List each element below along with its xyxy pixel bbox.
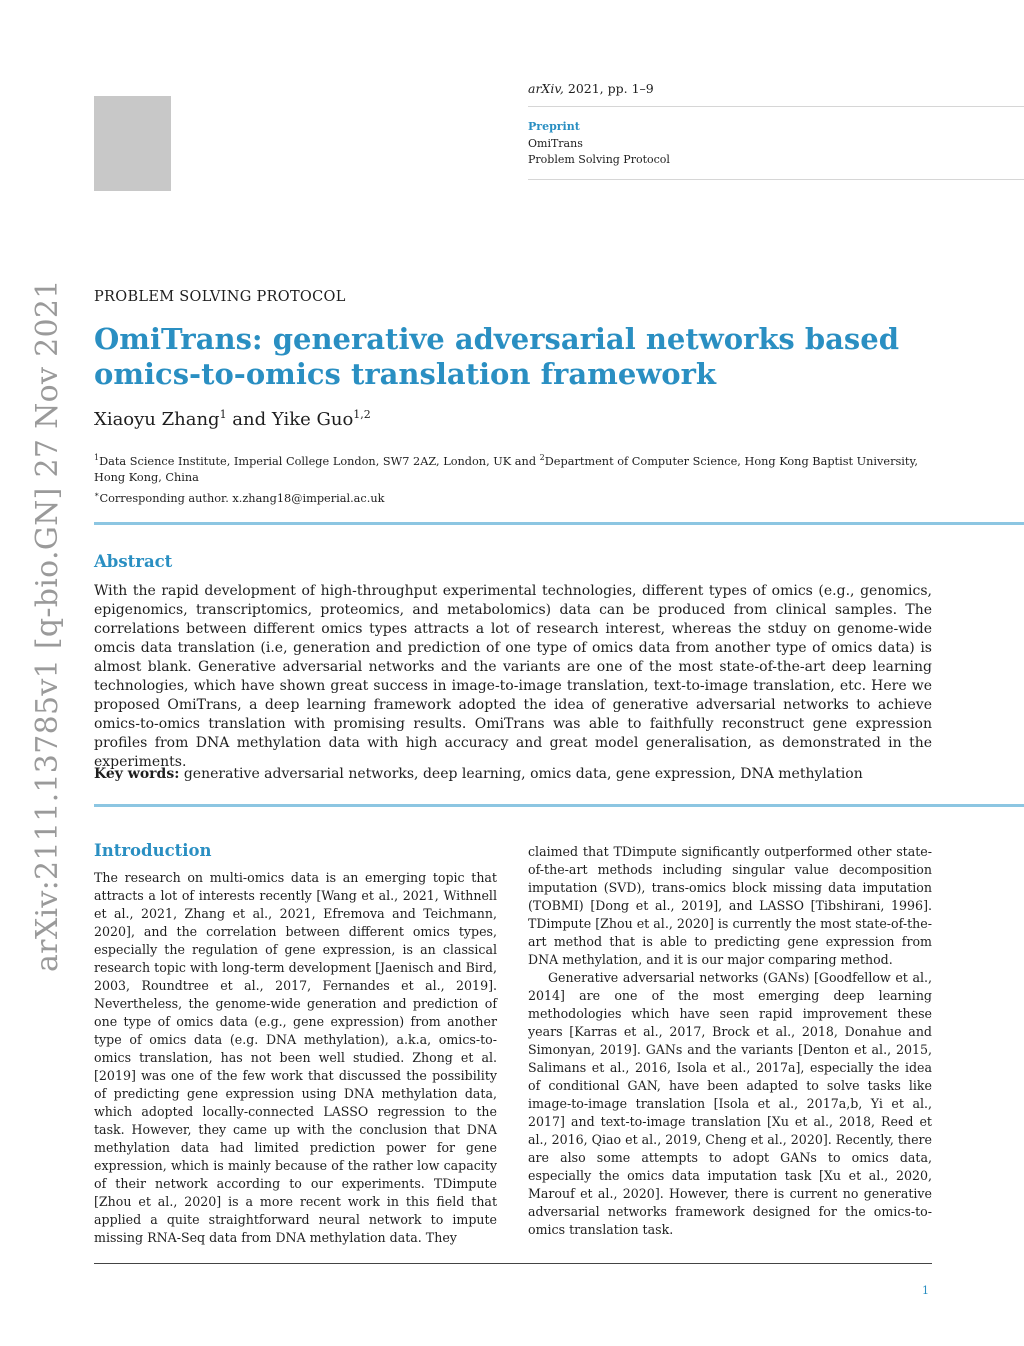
author-affil-sup: 1,2 (353, 408, 371, 421)
journal-logo-placeholder (94, 96, 171, 191)
introduction-heading: Introduction (94, 841, 212, 860)
author-name: Xiaoyu Zhang (94, 409, 220, 430)
keywords-label: Key words: (94, 766, 180, 782)
keywords-text: generative adversarial networks, deep learning, omics data, gene expression, DNA methylation (179, 766, 863, 782)
header-rule-bottom (528, 179, 1024, 180)
footer-rule (94, 1263, 932, 1264)
page-number: 1 (922, 1284, 929, 1297)
author-list (94, 408, 371, 430)
journal-citation (528, 81, 654, 96)
author-name: Yike Guo (271, 409, 354, 430)
affiliations (94, 450, 932, 507)
header-rule-top (528, 106, 1024, 107)
section-divider (94, 804, 1024, 807)
author-separator: and (226, 409, 272, 430)
article-info-block (528, 119, 670, 169)
affiliation-line: $^1$Data Science Institute, Imperial College London, SW7 2AZ, London, UK and $^2$Department of Computer Science, Hong Kong Baptist University, Hong Kong, China (94, 453, 918, 485)
article-type: Problem Solving Protocol (528, 153, 670, 166)
arxiv-side-identifier: arXiv:2111.13785v1 [q-bio.GN] 27 Nov 2021 (30, 279, 65, 972)
right-column (528, 843, 932, 1239)
intro-paragraph: claimed that TDimpute significantly outperformed other state-of-the-art methods including singular value decomposition imputation (SVD), trans-omics block missing data imputation (TOBMI) [Dong et al., 2019], and LASSO [Tibshirani, 1996]. TDimpute [Zhou et al., 2020] is currently the most state-of-the-art method that is able to predicting gene expression from DNA methylation, and it is our major comparing method. (528, 844, 932, 967)
left-column (94, 869, 497, 1247)
journal-pages: 2021, pp. 1–9 (563, 81, 654, 96)
paper-title: OmiTrans: generative adversarial networks based omics-to-omics translation framework (94, 322, 899, 391)
preprint-label: Preprint (528, 120, 580, 133)
intro-paragraph: Generative adversarial networks (GANs) [Goodfellow et al., 2014] are one of the most emerging deep learning methodologies which have seen rapid improvement these years [Karras et al., 2017, Brock et al., 2018, Donahue and Simonyan, 2019]. GANs and the variants [Denton et al., 2015, Salimans et al., 2016, Isola et al., 2017a], especially the idea of conditional GAN, have been adapted to solve tasks like image-to-image translation [Isola et al., 2017a,b, Yi et al., 2017] and text-to-image translation [Xu et al., 2018, Reed et al., 2016, Qiao et al., 2019, Cheng et al., 2020]. Recently, there are also some attempts to adopt GANs to omics data, especially the omics data imputation task [Xu et al., 2020, Marouf et al., 2020]. However, there is current no generative adversarial networks framework designed for the omics-to-omics translation task. (528, 970, 932, 1237)
keywords (94, 766, 932, 782)
author-affil-sup: 1 (219, 408, 227, 421)
section-divider (94, 522, 1024, 525)
abstract-text: With the rapid development of high-throughput experimental technologies, different types of omics (e.g., genomics, epigenomics, transcriptomics, proteomics, and metabolomics) data can be produced from clinical samples. The correlations between different omics types attracts a lot of research interest, whereas the stduy on genome-wide omcis data translation (i.e, generation and prediction of one type of omics data from another type of omics data) is almost blank. Generative adversarial networks and the variants are one of the most state-of-the-art deep learning technologies, which have shown great success in image-to-image translation, text-to-image translation, etc. Here we proposed OmiTrans, a deep learning framework adopted the idea of generative adversarial networks to achieve omics-to-omics translation with promising results. OmiTrans was able to faithfully reconstruct gene expression profiles from DNA methylation data with high accuracy and great model generalisation, as demonstrated in the experiments. (94, 583, 932, 770)
protocol-label: PROBLEM SOLVING PROTOCOL (94, 289, 346, 305)
short-title: OmiTrans (528, 136, 583, 150)
abstract-heading: Abstract (94, 552, 173, 571)
journal-name: arXiv, (528, 81, 564, 96)
corresponding-author: ∗Corresponding author. x.zhang18@imperial.ac.uk (94, 489, 385, 505)
intro-paragraph: The research on multi-omics data is an emerging topic that attracts a lot of interests recently [Wang et al., 2021, Withnell et al., 2021, Zhang et al., 2021, Efremova and Teichmann, 2020], and the correlation between different omics types, especially the regulation of gene expression, is an classical research topic with long-term development [Jaenisch and Bird, 2003, Roundtree et al., 2017, Fernandes et al., 2019]. Nevertheless, the genome-wide generation and prediction of one type of omics data (e.g., gene expression) from another type of omics data (e.g. DNA methylation), a.k.a, omics-to-omics translation, has not been well studied. Zhong et al. [2019] was one of the few work that discussed the possibility of predicting gene expression using DNA methylation data, which adopted locally-connected LASSO regression to the task. However, they came up with the conclusion that DNA methylation data had limited prediction power for gene expression, which is mainly because of the rather low capacity of their network according to our experiments. TDimpute [Zhou et al., 2020] is a more recent work in this field that applied a quite straightforward neural network to impute missing RNA-Seq data from DNA methylation data. They (94, 870, 497, 1245)
